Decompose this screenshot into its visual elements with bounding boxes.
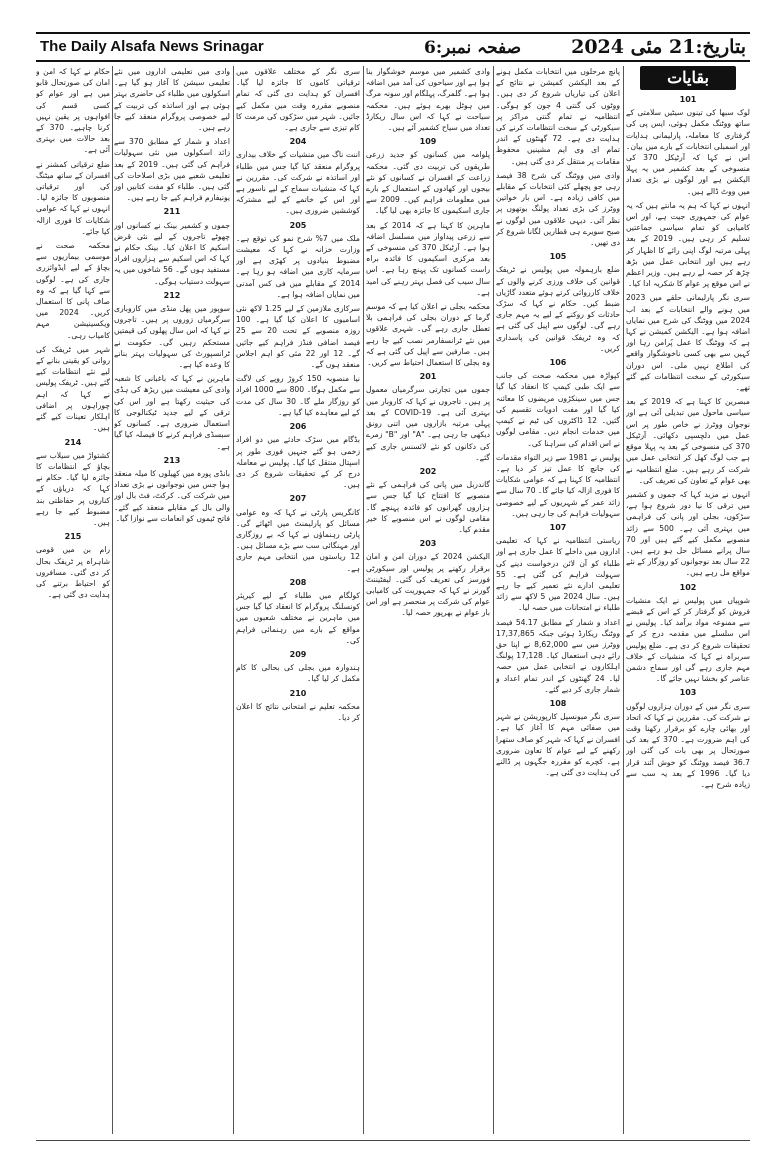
article-paragraph: محکمہ صحت نے موسمی بیماریوں سے بچاؤ کے لیے ایڈوائزری جاری کی ہے۔ لوگوں سے کہا گیا ہے کہ وہ صاف پانی کا استعمال کریں۔ 2024 میں ویکسینیشن مہم کامیاب رہی۔ [36,241,110,340]
article-number: 208 [289,577,307,587]
article-paragraph: اعداد و شمار کے مطابق 54.17 فیصد ووٹنگ ریکارڈ ہوئی جبکہ 17,37,865 ووٹرز میں سے 8,62,000 نے اپنا حق رائے دہی استعمال کیا۔ 17,128 پولنگ اہلکاروں نے انتخابی عمل میں حصہ لیا۔ 24 گھنٹوں کے اندر تمام اعداد و شمار جاری کر دیے گئے۔ [496,617,620,694]
column-divider [493,66,494,1134]
article-number: 105 [549,252,567,262]
article-number: 205 [289,220,307,230]
masthead [36,32,750,62]
article-paragraph: کانگریس پارٹی نے کہا کہ وہ عوامی مسائل کو پارلیمنٹ میں اٹھائے گی۔ پارٹی رہنماؤں نے کہا کہ بے روزگاری اور مہنگائی سب سے بڑے مسائل ہیں۔ 12 ریاستوں میں انتخابی مہم جاری ہے۔ [236,507,360,573]
article-paragraph: پانچ مرحلوں میں انتخابات مکمل ہونے کے بعد الیکشن کمیشن نے نتائج کے اعلان کی تیاریاں شروع کر دی ہیں۔ ووٹوں کی گنتی 4 جون کو ہوگی۔ انتظامیہ نے تمام گنتی مراکز پر سیکورٹی کے سخت انتظامات کرنے کی ہدایت دی ہے۔ 72 گھنٹوں کے اندر تمام ای وی ایم مشینیں محفوظ مقامات پر منتقل کر دی گئی ہیں۔ [496,67,620,166]
column-body [36,66,110,600]
article-number: 109 [419,137,437,147]
article-number: 102 [679,582,697,592]
article-paragraph: لوک سبھا کی تینوں سیٹیں سلامتی کے ساتھ ووٹنگ مکمل ہوئی، ایس پی کی گرفتاری کا معاملہ، پارلیمانی ہدایات اور اسمبلی انتخابات کے بارے میں بیان۔ اس نے کہا کہ آرٹیکل 370 کی منسوخی کے بعد کشمیر میں یہ پہلا الیکشن ہے اور لوگوں نے بڑی تعداد میں ووٹ ڈالے ہیں۔ [626,108,750,196]
article-paragraph: شہر میں ٹریفک کی روانی کو یقینی بنانے کے لیے نئے انتظامات کیے گئے ہیں۔ ٹریفک پولیس نے کہا کہ اہم چوراہوں پر اضافی اہلکار تعینات کیے گئے ہیں۔ [36,344,110,433]
article-paragraph: سرکاری ملازمین کے لیے 1.25 لاکھ نئی اسامیوں کا اعلان کیا گیا ہے۔ 100 روزہ منصوبے کے تحت 20 سے 25 فیصد اضافی فنڈز فراہم کیے جائیں گے۔ 12 اور 22 مئی کو اہم اجلاس منعقد ہوں گے۔ [236,304,360,370]
column-divider [233,66,234,1134]
article-paragraph: سری نگر میونسپل کارپوریشن نے شہر میں صفائی مہم کا آغاز کیا ہے۔ افسران نے کہا کہ شہر کو صاف ستھرا رکھنے کے لیے عوام کا تعاون ضروری ہے۔ کچرے کو مقررہ جگہوں پر ڈالنے کی ہدایت دی گئی ہے۔ [496,712,620,778]
article-paragraph: ماہرین کا کہنا ہے کہ 2014 کے بعد سے زرعی پیداوار میں مسلسل اضافہ ہوا ہے۔ آرٹیکل 370 کی منسوخی کے بعد مرکزی اسکیموں کا فائدہ براہ راست کسانوں تک پہنچ رہا ہے۔ اس سال سیب کی فصل بہتر رہنے کی امید ہے۔ [366,220,490,297]
column-2 [496,66,620,1134]
article-number: 206 [289,422,307,432]
column-body [496,66,620,778]
article-number: 101 [679,95,697,104]
article-paragraph: وادی میں تعلیمی اداروں میں نئے تعلیمی سیشن کا آغاز ہو گیا ہے۔ اسکولوں میں طلباء کی حاضری بہتر ہوئی ہے اور اساتذہ کی تربیت کے لیے خصوصی پروگرام منعقد کیے جا رہے ہیں۔ [114,67,230,133]
article-paragraph: سری نگر کے مختلف علاقوں میں ترقیاتی کاموں کا جائزہ لیا گیا۔ افسران کو ہدایت دی گئی کہ تمام منصوبے مقررہ وقت میں مکمل کیے جائیں۔ شہر میں سڑکوں کی مرمت کا کام تیزی سے جاری ہے۔ [236,67,360,133]
article-paragraph: حکام نے کہا کہ امن و امان کی صورتحال قابو میں ہے اور عوام کو کسی قسم کی افواہوں پر یقین نہیں کرنا چاہیے۔ 370 کے بعد حالات میں بہتری آئی ہے۔ [36,67,110,155]
article-paragraph: مبصرین کا کہنا ہے کہ 2019 کے بعد سیاسی ماحول میں تبدیلی آئی ہے اور نوجوان ووٹرز نے خاص طور پر اس عمل میں دلچسپی دکھائی۔ آرٹیکل 370 کی منسوخی کے بعد یہ پہلا موقع ہے جب لوگ کھل کر انتخابی عمل میں شرکت کر رہے ہیں۔ ضلع انتظامیہ نے بھی عوام کے تعاون کی تعریف کی۔ [626,397,750,485]
paper-name: The Daily Alsafa News Srinagar [40,38,264,55]
article-paragraph: پلوامہ میں کسانوں کو جدید زرعی طریقوں کی تربیت دی گئی۔ محکمہ زراعت کے افسران نے کسانوں کو نئے بیجوں اور کھادوں کے استعمال کے بارے میں معلومات فراہم کیں۔ 2009 سے جاری اسکیموں کا جائزہ بھی لیا گیا۔ [366,150,490,216]
article-paragraph: الیکشن 2024 کے دوران امن و امان برقرار رکھنے پر پولیس اور سیکورٹی فورسز کی تعریف کی گئی۔ لیفٹیننٹ گورنر نے کہا کہ جمہوریت کی کامیابی عوام کی شرکت پر منحصر ہے اور اس بار عوام نے بھرپور حصہ لیا۔ [366,552,490,618]
page-number-label: صفحہ نمبر:6 [424,38,522,58]
article-number: 107 [549,522,567,532]
column-body [114,66,230,524]
article-number: 211 [163,207,181,217]
article-paragraph: جموں و کشمیر بینک نے کسانوں اور چھوٹے تاجروں کے لیے نئی قرض اسکیم کا اعلان کیا۔ بینک حکام نے کہا کہ اس اسکیم سے ہزاروں افراد مستفید ہوں گے۔ 56 شاخوں میں یہ سہولت دستیاب ہوگی۔ [114,220,230,286]
article-paragraph: شوپیاں میں پولیس نے ایک منشیات فروش کو گرفتار کر کے اس کے قبضے سے ممنوعہ مواد برآمد کیا۔ پولیس نے اس سلسلے میں مقدمہ درج کر کے تحقیقات شروع کر دی ہے۔ ضلع پولیس سربراہ نے کہا کہ منشیات کے خلاف مہم جاری رہے گی اور سماج دشمن عناصر کو بخشا نہیں جائے گا۔ [626,595,750,684]
article-number: 106 [549,358,567,368]
column-3 [366,66,490,1134]
column-body [626,94,750,790]
article-number: 204 [289,137,307,147]
column-divider [623,66,624,1134]
article-number: 202 [419,466,437,476]
column-5 [114,66,230,1134]
article-paragraph: ہندوارہ میں بجلی کی بحالی کا کام مکمل کر لیا گیا۔ [236,663,360,684]
column-body [236,66,360,723]
article-paragraph: گاندربل میں پانی کی فراہمی کے نئے منصوبے کا افتتاح کیا گیا جس سے ہزاروں گھرانوں کو فائدہ پہنچے گا۔ مقامی لوگوں نے اس منصوبے کا خیر مقدم کیا۔ [366,480,490,534]
article-paragraph: جموں میں تجارتی سرگرمیاں معمول پر ہیں۔ تاجروں نے کہا کہ کاروبار میں بہتری آئی ہے۔ COVID-19 کے بعد پہلی مرتبہ بازاروں میں اتنی رونق دیکھی جا رہی ہے۔ "A" اور "B" زمرے کی دکانوں کو نئے لائسنس جاری کیے گئے۔ [366,385,490,462]
article-paragraph: محکمہ تعلیم نے امتحانی نتائج کا اعلان کر دیا۔ [236,701,360,722]
article-paragraph: ریاستی انتظامیہ نے کہا کہ تعلیمی اداروں میں داخلے کا عمل جاری ہے اور طلباء کو آن لائن درخواست دینے کی سہولت فراہم کی گئی ہے۔ 55 تعلیمی ادارے نئے تعمیر کیے جا رہے ہیں۔ سال 2024 میں 5 لاکھ سے زائد طلباء نے امتحانات میں حصہ لیا۔ [496,536,620,613]
article-number: 103 [679,688,697,698]
column-6 [36,66,110,1134]
column-1 [626,66,750,1134]
section-title: بقایات [640,66,736,90]
article-paragraph: ماہرین نے کہا کہ باغبانی کا شعبہ وادی کی معیشت میں ریڑھ کی ہڈی کی حیثیت رکھتا ہے اور اس کی ترقی کے لیے جدید ٹیکنالوجی کا استعمال ضروری ہے۔ کسانوں کو سبسڈی فراہم کرنے کا فیصلہ کیا گیا ہے۔ [114,374,230,451]
article-number: 214 [64,437,82,447]
article-paragraph: نیا منصوبہ 150 کروڑ روپے کی لاگت سے مکمل ہوگا۔ 800 سے 1000 افراد کو روزگار ملے گا۔ 30 سال کی مدت کے لیے معاہدہ کیا گیا ہے۔ [236,374,360,417]
article-paragraph: بڈگام میں سڑک حادثے میں دو افراد زخمی ہو گئے جنہیں فوری طور پر اسپتال منتقل کیا گیا۔ پولیس نے معاملہ درج کر کے تحقیقات شروع کر دی ہیں۔ [236,435,360,490]
article-paragraph: وادی کشمیر میں موسم خوشگوار بنا ہوا ہے اور سیاحوں کی آمد میں اضافہ ہوا ہے۔ گلمرگ، پہلگام اور سونہ مرگ میں ہوٹل بھرے ہوئے ہیں۔ محکمہ سیاحت نے کہا کہ اس سال ریکارڈ تعداد میں سیاح کشمیر آئے ہیں۔ [366,67,490,133]
article-paragraph: انہوں نے کہا کہ ہم یہ مانتے ہیں کہ یہ عوام کی جمہوری جیت ہے، اور اس کامیابی کو تمام سیاسی جماعتیں تسلیم کر رہی ہیں۔ 2019 کے بعد پہلی مرتبہ لوگ اپنی رائے کا اظہار کر رہے ہیں اور انتخابی عمل میں بڑھ چڑھ کر حصہ لے رہے ہیں۔ وزیر اعظم نے اس موقع پر عوام کا شکریہ ادا کیا۔ [626,200,750,289]
article-paragraph: محکمہ بجلی نے اعلان کیا ہے کہ موسم گرما کے دوران بجلی کی فراہمی بلا تعطل جاری رہے گی۔ شہری علاقوں میں نئے ٹرانسفارمر نصب کیے جا رہے ہیں۔ صارفین سے اپیل کی گئی ہے کہ وہ بجلی کا استعمال احتیاط سے کریں۔ [366,302,490,368]
article-number: 213 [163,455,181,465]
date-label: بتاریخ:21 مئی 2024 [571,36,746,58]
article-number: 212 [163,290,181,300]
article-paragraph: اعداد و شمار کے مطابق 370 سے زائد اسکولوں میں نئی سہولیات فراہم کی گئی ہیں۔ 2019 کے بعد تعلیمی شعبے میں بڑی اصلاحات کی گئی ہیں۔ طلباء کو مفت کتابیں اور یونیفارم فراہم کیے جا رہے ہیں۔ [114,137,230,203]
column-body [366,66,490,619]
article-paragraph: انہوں نے مزید کہا کہ جموں و کشمیر میں ترقی کا نیا دور شروع ہوا ہے، سڑکوں، بجلی اور پانی کی فراہمی میں بہتری آئی ہے۔ 500 سے زائد منصوبے مکمل کیے گئے ہیں اور 70 سال پرانے مسائل حل ہو رہے ہیں۔ 22 سال بعد نوجوانوں کو روزگار کے نئے مواقع مل رہے ہیں۔ [626,489,750,578]
column-4 [236,66,360,1134]
article-paragraph: کولگام میں طلباء کے لیے کیریئر کونسلنگ پروگرام کا انعقاد کیا گیا جس میں ماہرین نے مختلف شعبوں میں مواقع کے بارے میں رہنمائی فراہم کی۔ [236,590,360,645]
article-paragraph: کشتواڑ میں سیلاب سے بچاؤ کے انتظامات کا جائزہ لیا گیا۔ حکام نے کہا کہ دریاؤں کے کناروں پر حفاظتی بند مضبوط کیے جا رہے ہیں۔ [36,450,110,527]
article-paragraph: بانڈی پورہ میں کھیلوں کا میلہ منعقد ہوا جس میں نوجوانوں نے بڑی تعداد میں شرکت کی۔ کرکٹ، فٹ بال اور والی بال کے مقابلے منعقد کیے گئے۔ فاتح ٹیموں کو انعامات سے نوازا گیا۔ [114,468,230,523]
article-number: 108 [549,698,567,708]
column-divider [363,66,364,1134]
article-paragraph: رام بن میں قومی شاہراہ پر ٹریفک بحال کر دی گئی۔ مسافروں کو احتیاط برتنے کی ہدایت دی گئی ہے۔ [36,545,110,600]
article-paragraph: وادی میں ووٹنگ کی شرح 38 فیصد رہی جو پچھلے کئی انتخابات کے مقابلے میں کافی زیادہ ہے۔ اس بار خواتین ووٹرز کی بڑی تعداد پولنگ بوتھوں پر نظر آئی۔ دیہی علاقوں میں لوگوں نے صبح سویرے ہی قطاریں لگانا شروع کر دی تھیں۔ [496,170,620,248]
article-number: 207 [289,494,307,504]
article-paragraph: ملک میں 7% شرح نمو کی توقع ہے۔ وزارت خزانہ نے کہا کہ معیشت مضبوط بنیادوں پر کھڑی ہے اور سرمایہ کاری میں اضافہ ہو رہا ہے۔ 2014 کے مقابلے میں فی کس آمدنی میں نمایاں اضافہ ہوا ہے۔ [236,233,360,299]
article-paragraph: ضلع بارہمولہ میں پولیس نے ٹریفک قوانین کی خلاف ورزی کرنے والوں کے خلاف کارروائی کرتے ہوئے متعدد گاڑیاں ضبط کیں۔ حکام نے کہا کہ سڑک حادثات کو روکنے کے لیے یہ مہم جاری رہے گی۔ لوگوں سے اپیل کی گئی ہے کہ وہ ٹریفک قوانین کی پاسداری کریں۔ [496,265,620,353]
article-paragraph: ضلع ترقیاتی کمشنر نے افسران کے ساتھ میٹنگ کی اور ترقیاتی منصوبوں کا جائزہ لیا۔ انہوں نے کہا کہ عوامی شکایات کا فوری ازالہ کیا جائے۔ [36,159,110,236]
article-number: 209 [289,649,307,659]
column-divider [112,66,113,1134]
footer-rule [36,1140,750,1141]
article-paragraph: اننت ناگ میں منشیات کے خلاف بیداری پروگرام منعقد کیا گیا جس میں طلباء اور اساتذہ نے شرکت کی۔ مقررین نے کہا کہ منشیات سماج کے لیے ناسور ہے اور اس کے خاتمے کے لیے مشترکہ کوششیں ضروری ہیں۔ [236,150,360,216]
article-paragraph: کپواڑہ میں محکمہ صحت کی جانب سے ایک طبی کیمپ کا انعقاد کیا گیا جس میں سینکڑوں مریضوں کا معائنہ کیا گیا اور مفت ادویات تقسیم کی گئیں۔ 12 ڈاکٹروں کی ٹیم نے کیمپ میں خدمات انجام دیں۔ مقامی لوگوں نے اس اقدام کی سراہنا کی۔ [496,371,620,448]
article-paragraph: سری نگر میں کے دوران ہزاروں لوگوں نے شرکت کی۔ مقررین نے کہا کہ اتحاد اور بھائی چارے کو برقرار رکھنا وقت کی اہم ضرورت ہے۔ 370 کے بعد کی صورتحال پر بھی بات کی گئی اور 36.7 فیصد ووٹنگ کو خوش آئند قرار دیا گیا۔ 1996 کے بعد یہ سب سے زیادہ شرح ہے۔ [626,701,750,789]
article-number: 201 [419,372,437,382]
article-paragraph: سوپور میں پھل منڈی میں کاروباری سرگرمیاں زوروں پر ہیں۔ تاجروں نے کہا کہ اس سال پھلوں کی قیمتیں مستحکم رہیں گی۔ حکومت نے ٹرانسپورٹ کی سہولیات بہتر بنانے کا وعدہ کیا ہے۔ [114,304,230,370]
article-paragraph: پولیس نے 1981 سے زیر التواء مقدمات کی جانچ کا عمل تیز کر دیا ہے۔ انتظامیہ کا کہنا ہے کہ عوامی شکایات کا فوری ازالہ کیا جائے گا۔ 70 سال سے زائد عمر کے شہریوں کے لیے خصوصی سہولیات فراہم کی جا رہی ہیں۔ [496,452,620,518]
article-number: 215 [64,532,82,542]
article-number: 203 [419,539,437,549]
article-paragraph: سری نگر پارلیمانی حلقے میں 2023 میں ہونے والے انتخابات کے بعد اب 2024 میں ووٹنگ کی شرح میں نمایاں اضافہ ہوا ہے۔ الیکشن کمیشن نے کہا ہے کہ ووٹنگ کا عمل پُرامن رہا اور کہیں سے بھی کسی ناخوشگوار واقعے کی اطلاع نہیں ملی۔ اس دوران سیکورٹی کے سخت انتظامات کیے گئے تھے۔ [626,293,750,393]
article-number: 210 [289,688,307,698]
